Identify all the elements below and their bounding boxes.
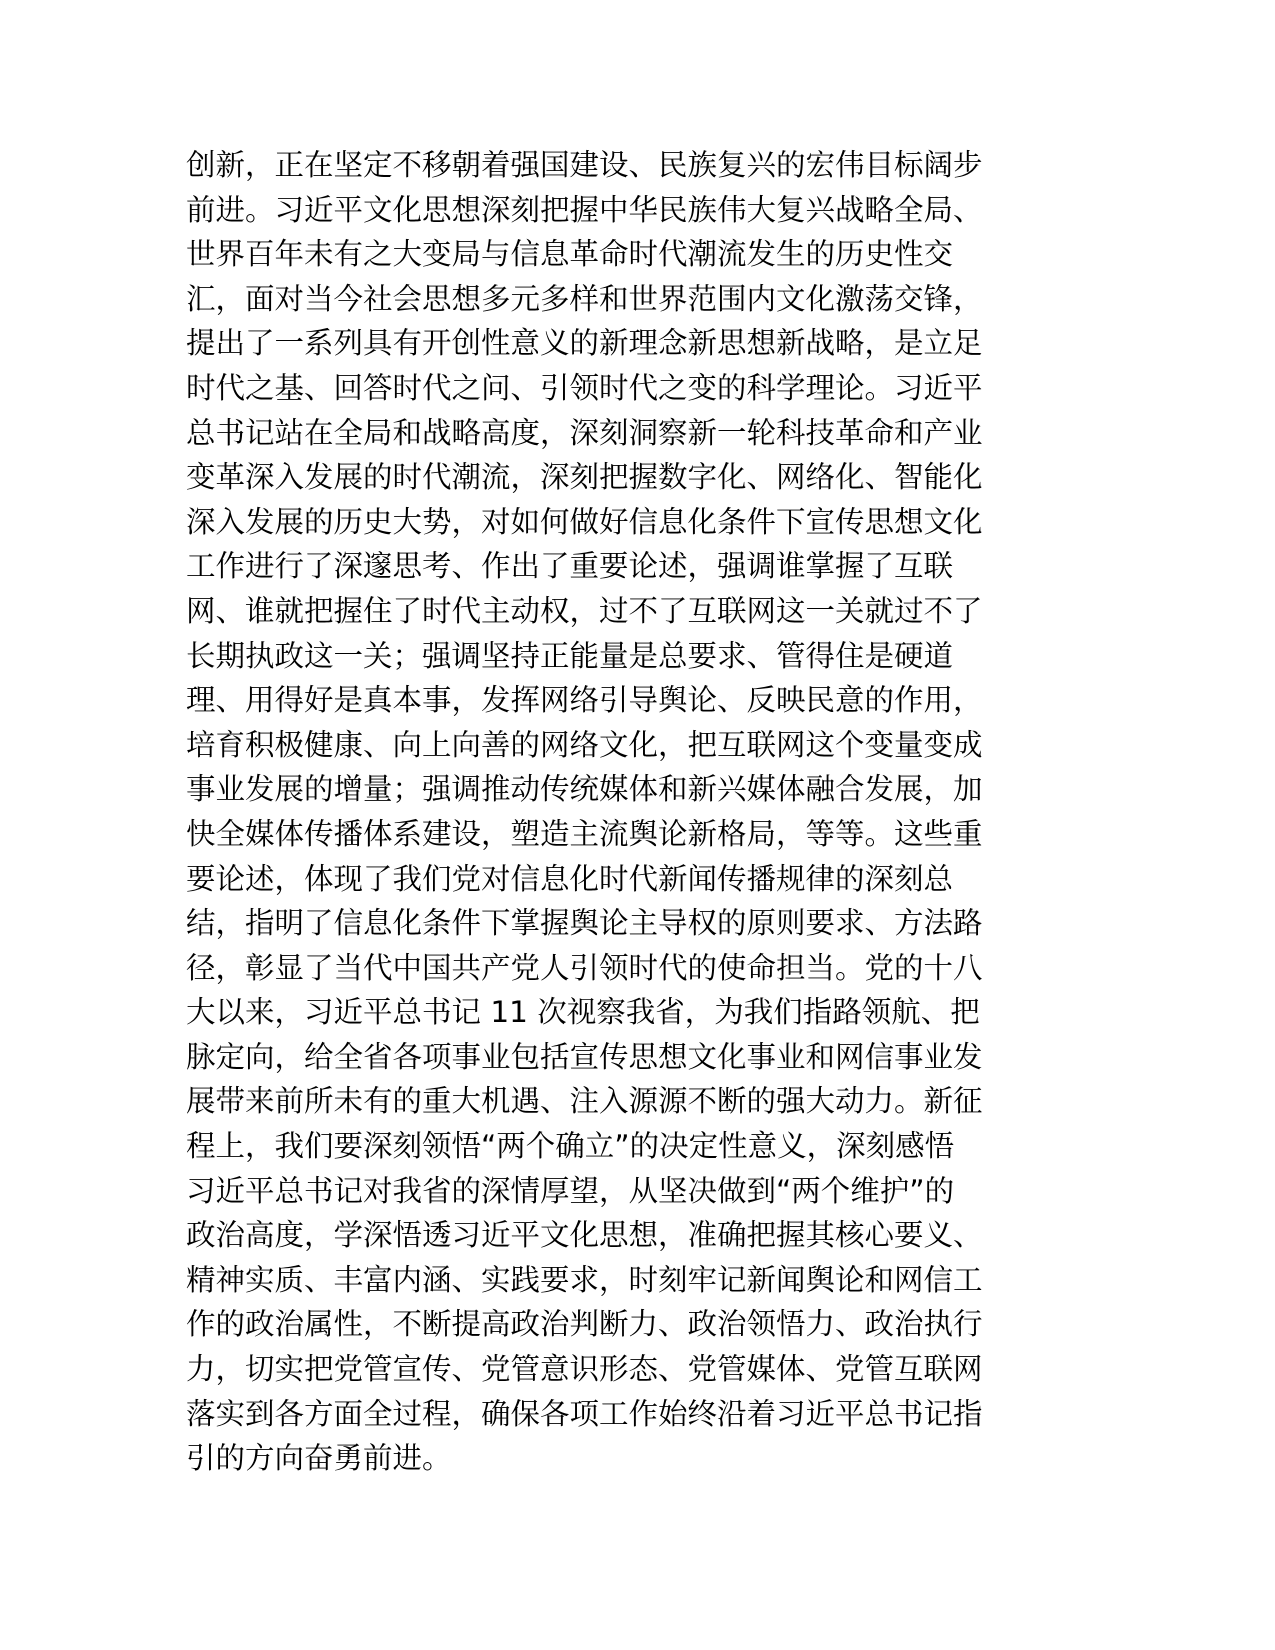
text-line-6: 时代之基、回答时代之问、引领时代之变的科学理论。习近平 [186,370,983,405]
text-line-16: 快全媒体传播体系建设，塑造主流舆论新格局，等等。这些重 [186,816,983,851]
text-line-12: 长期执政这一关；强调坚持正能量是总要求、管得住是硬道 [186,638,954,673]
text-line-13: 理、用得好是真本事，发挥网络引导舆论、反映民意的作用， [186,683,983,718]
text-line-14: 培育积极健康、向上向善的网络文化，把互联网这个变量变成 [186,727,983,762]
text-line-11: 网、谁就把握住了时代主动权，过不了互联网这一关就过不了 [186,593,983,628]
text-line-25: 政治高度，学深悟透习近平文化思想，准确把握其核心要义、 [186,1218,983,1253]
text-line-3: 世界百年未有之大变局与信息革命时代潮流发生的历史性交 [186,237,954,272]
text-line-21: 脉定向，给全省各项事业包括宣传思想文化事业和网信事业发 [186,1039,983,1074]
text-line-23: 程上，我们要深刻领悟“两个确立”的决定性意义，深刻感悟 [186,1129,955,1164]
text-line-24: 习近平总书记对我省的深情厚望，从坚决做到“两个维护”的 [186,1173,955,1208]
text-line-20: 大以来，习近平总书记 11 次视察我省，为我们指路领航、把 [186,995,980,1030]
text-line-27: 作的政治属性，不断提高政治判断力、政治领悟力、政治执行 [186,1307,983,1342]
text-line-7: 总书记站在全局和战略高度，深刻洞察新一轮科技革命和产业 [186,415,983,450]
text-line-5: 提出了一系列具有开创性意义的新理念新思想新战略，是立足 [186,326,983,361]
text-line-22: 展带来前所未有的重大机遇、注入源源不断的强大动力。新征 [186,1084,983,1119]
text-line-10: 工作进行了深邃思考、作出了重要论述，强调谁掌握了互联 [186,549,954,584]
text-line-4: 汇，面对当今社会思想多元多样和世界范围内文化激荡交锋， [186,281,983,316]
text-line-1: 创新，正在坚定不移朝着强国建设、民族复兴的宏伟目标阔步 [186,148,983,182]
body-paragraph [186,143,1086,1481]
text-line-2: 前进。习近平文化思想深刻把握中华民族伟大复兴战略全局、 [186,192,983,227]
text-line-28: 力，切实把党管宣传、党管意识形态、党管媒体、党管互联网 [186,1352,983,1387]
text-line-18: 结，指明了信息化条件下掌握舆论主导权的原则要求、方法路 [186,906,983,941]
text-line-26: 精神实质、丰富内涵、实践要求，时刻牢记新闻舆论和网信工 [186,1262,983,1297]
text-line-29: 落实到各方面全过程，确保各项工作始终沿着习近平总书记指 [186,1396,983,1431]
text-line-17: 要论述，体现了我们党对信息化时代新闻传播规律的深刻总 [186,861,954,896]
text-line-19: 径，彰显了当代中国共产党人引领时代的使命担当。党的十八 [186,950,983,985]
text-line-8: 变革深入发展的时代潮流，深刻把握数字化、网络化、智能化 [186,460,983,495]
text-line-9: 深入发展的历史大势，对如何做好信息化条件下宣传思想文化 [186,504,983,539]
text-line-30: 引的方向奋勇前进。 [186,1441,452,1476]
text-line-15: 事业发展的增量；强调推动传统媒体和新兴媒体融合发展，加 [186,772,983,807]
